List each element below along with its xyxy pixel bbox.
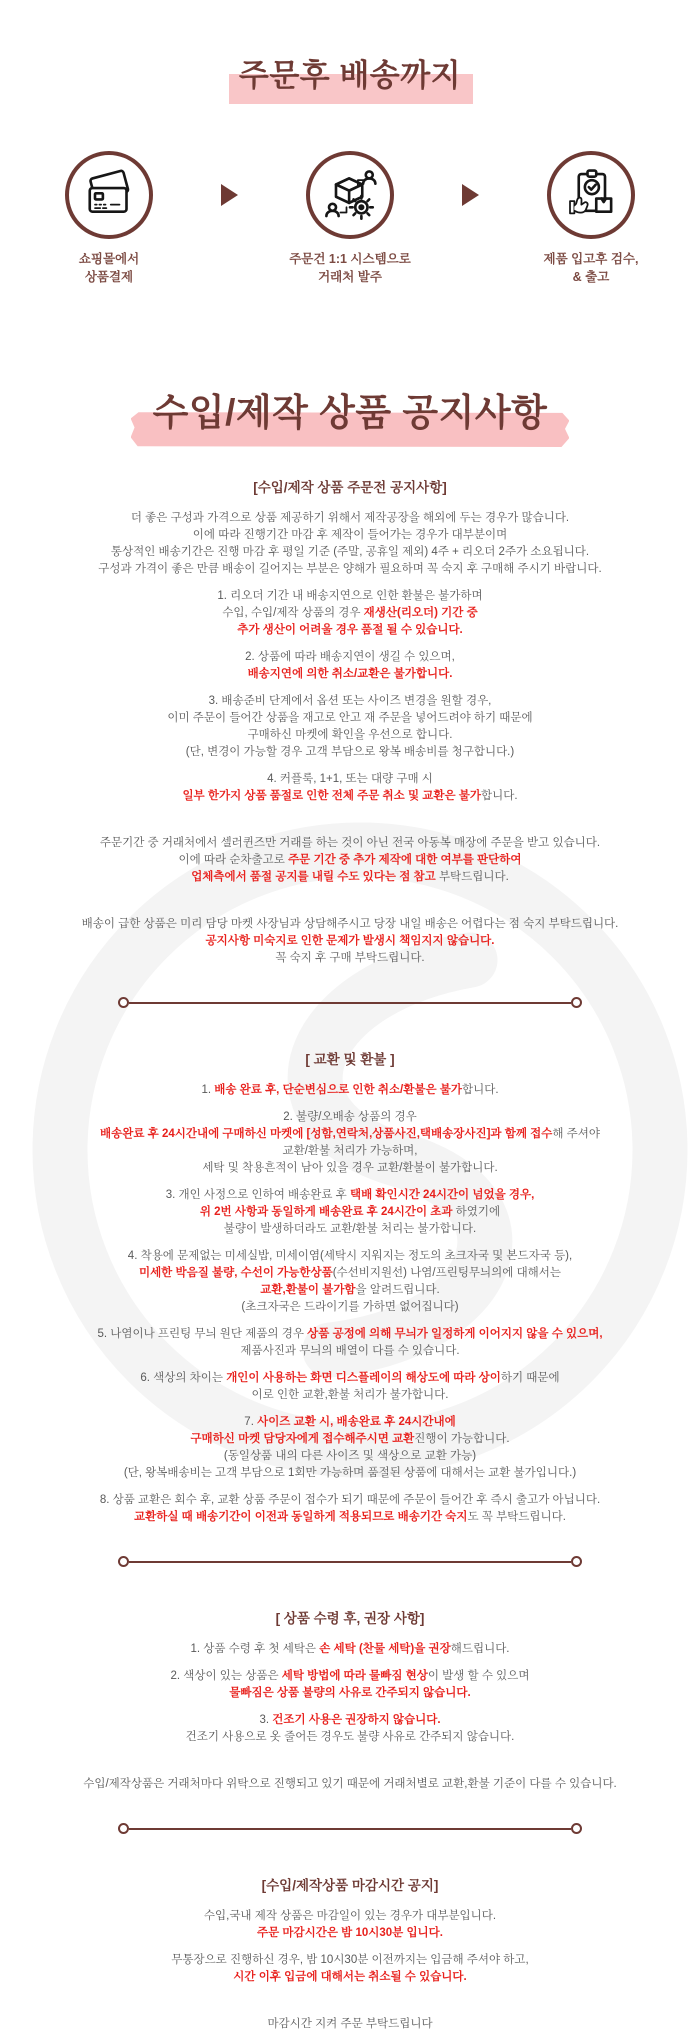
body-text: 해드립니다. [450,1643,510,1655]
step-label-line1: 제품 입고후 검수, [543,252,639,266]
flow-title-wrap [0,0,700,95]
step-label-line2: 상품결제 [84,269,134,284]
body-text: 수입, 수입/제작 상품의 경우 [222,607,364,619]
body-text: (수선비지원선) 나염/프린팅무늬의에 대해서는 [332,1267,562,1279]
notice-line [0,710,700,727]
body-text: 수입,국내 제작 상품은 마감일이 있는 경우가 대부분입니다. [203,1910,497,1922]
body-text: 구매하신 마켓에 확인을 우선으로 합니다. [247,729,453,741]
notice-block [0,1492,700,1526]
step-label-line2: 거래처 발주 [318,269,382,284]
notice-line [0,1952,700,1969]
notice-line [0,835,700,852]
notice-line [0,1187,700,1204]
notice-line [0,1204,700,1221]
notice-line [0,1126,700,1143]
emphasis-text: 미세한 박음질 불량, 수선이 가능한상품 [138,1267,333,1279]
notice-line [0,933,700,950]
emphasis-text: 업체측에서 품절 공지를 내릴 수도 있다는 점 참고 [191,871,439,883]
notice-line [0,666,700,683]
notice-block [0,1952,700,1986]
emphasis-text: 시간 이후 입금에 대해서는 취소될 수 있습니다. [233,1971,467,1983]
notice-line [0,727,700,744]
notice-line [0,1248,700,1265]
notice-block [0,1370,700,1404]
body-text: 2. 불량/오배송 상품의 경우 [283,1111,417,1123]
notice-line [0,1908,700,1925]
notice-line [0,744,700,761]
notice-line [0,1641,700,1658]
notice-line [0,1414,700,1431]
notice-line [0,649,700,666]
body-text: (단, 변경이 가능할 경우 고객 부담으로 왕복 배송비를 청구합니다.) [185,746,515,758]
notice-line [0,1370,700,1387]
body-text: 건조기 사용으로 옷 줄어든 경우도 불량 사유로 간주되지 않습니다. [185,1731,515,1743]
body-text: 합니다. [462,1084,499,1096]
emphasis-text: 물빠짐은 상품 불량의 사유로 간주되지 않습니다. [229,1687,471,1699]
divider-ring-icon [118,1556,129,1567]
notice-line [0,1448,700,1465]
page-title: 주문후 배송까지 [239,50,461,95]
notice-line [0,561,700,578]
body-text: 2. 상품에 따라 배송지연이 생길 수 있으며, [245,651,455,663]
notice-line [0,1969,700,1986]
notice-line [0,1729,700,1746]
divider-line [129,1002,571,1004]
emphasis-text: 주문 마감시간은 밤 10시30분 입니다. [257,1927,443,1939]
notice-line [0,852,700,869]
body-text: 통상적인 배송기간은 진행 마감 후 평일 기준 (주말, 공휴일 제외) 4주 + 리오더 2주가 소요됩니다. [110,546,590,558]
notice-line [0,916,700,933]
notice-section [0,1048,700,1526]
section-divider [118,1556,582,1567]
body-text: 이로 인한 교환,환불 처리가 불가합니다. [251,1389,449,1401]
divider-ring-icon [571,1556,582,1567]
body-text: 불량이 발생하더라도 교환/환불 처리는 불가합니다. [223,1223,477,1235]
body-text: 무통장으로 진행하신 경우, 밤 10시30분 이전까지는 입금해 주셔야 하고, [171,1954,529,1966]
notice-block [0,1187,700,1238]
credit-cards-icon [65,151,153,239]
notice-block [0,835,700,886]
notice-line [0,693,700,710]
emphasis-text: 세탁 방법에 따라 물빠짐 현상 [281,1670,428,1682]
notice-block [0,693,700,761]
notice-line [0,1299,700,1316]
notice-block [0,771,700,805]
notice-block [0,1248,700,1316]
body-text: 수입/제작상품은 거래처마다 위탁으로 진행되고 있기 때문에 거래처별로 교환,환불 기준이 다를 수 있습니다. [83,1778,617,1790]
emphasis-text: 손 세탁 (찬물 세탁)을 권장 [319,1643,451,1655]
body-text: 1. 리오더 기간 내 배송지연으로 인한 환불은 불가하며 [217,590,483,602]
step-label [79,251,139,286]
emphasis-text: 교환,환불이 불가함 [260,1284,356,1296]
body-text: 진행이 가능합니다. [414,1433,510,1445]
notice-line [0,2016,700,2030]
notice-line [0,1509,700,1526]
body-text: 교환/환불 처리가 가능하며, [282,1145,418,1157]
body-text: 4. 착용에 문제없는 미세실밥, 미세이염(세탁시 지워지는 정도의 초크자국 및 본드자국 등), [127,1250,573,1262]
notice-block [0,2016,700,2030]
step-label-line1: 쇼핑몰에서 [78,252,140,266]
body-text: 이에 따라 순차출고로 [178,854,289,866]
arrow-right-icon [462,184,479,206]
body-text: 도 꼭 부탁드립니다. [467,1511,566,1523]
order-flow [0,151,700,286]
body-text: 3. 개인 사정으로 인하여 배송완료 후 [165,1189,350,1201]
body-text: 7. [244,1416,258,1428]
body-text: (동일상품 내의 다른 사이즈 및 색상으로 교환 가능) [223,1450,477,1462]
notice-line [0,950,700,967]
notice-section [0,476,700,967]
emphasis-text: 공지사항 미숙지로 인한 문제가 발생시 책임지지 않습니다. [205,935,495,947]
flow-step-payment [19,151,199,286]
emphasis-text: 개인이 사용하는 화면 디스플레이의 해상도에 따라 상이 [226,1372,501,1384]
flow-step-order-system [260,151,440,286]
body-text: 3. [259,1714,273,1726]
notice-sections [0,476,700,2030]
notice-block [0,1668,700,1702]
order-system-icon [306,151,394,239]
divider-ring-icon [118,1823,129,1834]
section-heading: [ 상품 수령 후, 권장 사항] [275,1611,425,1626]
notice-line [0,1668,700,1685]
body-text: 8. 상품 교환은 회수 후, 교환 상품 주문이 접수가 되기 때문에 주문이 들어간 후 즉시 출고가 아닙니다. [99,1494,601,1506]
notice-line [0,605,700,622]
notice-title-wrap [0,382,700,436]
step-label [544,251,639,286]
body-text: 1. [201,1084,215,1096]
notice-line [0,1282,700,1299]
body-text: 5. 나염이나 프린팅 무늬 원단 제품의 경우 [97,1328,308,1340]
body-text: 해 주셔야 [552,1128,600,1140]
notice-line [0,1776,700,1793]
body-text: 1. 상품 수령 후 첫 세탁은 [190,1643,320,1655]
step-label-line2: & 출고 [572,269,610,284]
notice-line [0,1492,700,1509]
body-text: 더 좋은 구성과 가격으로 상품 제공하기 위해서 제작공장을 해외에 두는 경우가 많습니다. [130,512,570,524]
arrow-right-icon [221,184,238,206]
body-text: 3. 배송준비 단계에서 옵션 또는 사이즈 변경을 원할 경우, [208,695,492,707]
body-text: 4. 커플룩, 1+1, 또는 대량 구매 시 [267,773,433,785]
divider-line [129,1828,571,1830]
notice-section [0,1607,700,1793]
notice-line [0,588,700,605]
body-text: 이 발생 할 수 있으며 [427,1670,530,1682]
body-text: 주문기간 중 거래처에서 셀러퀸즈만 거래를 하는 것이 아닌 전국 아동복 매장에 주문을 받고 있습니다. [99,837,601,849]
section-divider [118,997,582,1008]
notice-block [0,1641,700,1658]
flow-step-inspection [501,151,681,286]
notice-line [0,1431,700,1448]
body-text: 세탁 및 착용흔적이 남아 있을 경우 교환/환불이 불가합니다. [202,1162,498,1174]
emphasis-text: 배송지연에 의한 취소/교환은 불가합니다. [247,668,453,680]
notice-line [0,622,700,639]
step-label-line1: 주문건 1:1 시스템으로 [289,252,411,266]
notice-line [0,1082,700,1099]
notice-line [0,1326,700,1343]
notice-line [0,1712,700,1729]
notice-line [0,527,700,544]
section-heading: [ 교환 및 환불 ] [305,1052,395,1067]
notice-line [0,1143,700,1160]
body-text: 제품사진과 무늬의 배열이 다를 수 있습니다. [240,1345,460,1357]
notice-block [0,1712,700,1746]
emphasis-text: 일부 한가지 상품 품절로 인한 전체 주문 취소 및 교환은 불가 [182,790,482,802]
notice-block [0,510,700,578]
body-text: 배송이 급한 상품은 미리 담당 마켓 사장님과 상담해주시고 당장 내일 배송은 어렵다는 점 숙지 부탁드립니다. [81,918,619,930]
divider-ring-icon [118,997,129,1008]
notice-line [0,1221,700,1238]
notice-line [0,1265,700,1282]
divider-ring-icon [571,997,582,1008]
notice-title: 수입/제작 상품 공지사항 [153,382,548,436]
body-text: (초크자국은 드라이기를 가하면 없어집니다) [241,1301,459,1313]
body-text: (단, 왕복배송비는 고객 부담으로 1회만 가능하며 품절된 상품에 대해서는 교환 불가입니다.) [123,1467,577,1479]
divider-ring-icon [571,1823,582,1834]
notice-line [0,1685,700,1702]
emphasis-text: 택배 확인시간 24시간이 넘었을 경우, [350,1189,535,1201]
body-text: 6. 색상의 차이는 [140,1372,227,1384]
notice-line [0,510,700,527]
notice-block [0,1776,700,1793]
notice-line [0,1387,700,1404]
notice-block [0,1082,700,1099]
section-heading: [수입/제작상품 마감시간 공지] [261,1878,439,1893]
body-text: 이미 주문이 들어간 상품을 재고로 안고 재 주문을 넣어드려야 하기 때문에 [167,712,533,724]
notice-section [0,1874,700,2030]
body-text: 2. 색상이 있는 상품은 [170,1670,282,1682]
divider-line [129,1561,571,1563]
notice-line [0,788,700,805]
notice-block [0,916,700,967]
notice-line [0,771,700,788]
emphasis-text: 배송 완료 후, 단순변심으로 인한 취소/환불은 불가 [214,1084,462,1096]
notice-line [0,1925,700,1942]
body-text: 합니다. [481,790,518,802]
emphasis-text: 추가 생산이 어려울 경우 품절 될 수 있습니다. [237,624,463,636]
body-text: 부탁드립니다. [438,871,509,883]
notice-block [0,1109,700,1177]
emphasis-text: 상품 공정에 의해 무늬가 일정하게 이어지지 않을 수 있으며, [307,1328,603,1340]
emphasis-text: 교환하실 때 배송기간이 이전과 동일하게 적용되므로 배송기간 숙지 [134,1511,468,1523]
body-text: 하기 때문에 [500,1372,560,1384]
notice-line [0,1465,700,1482]
section-divider [118,1823,582,1834]
notice-block [0,1908,700,1942]
emphasis-text: 재생산(리오더) 기간 중 [363,607,478,619]
emphasis-text: 구매하신 마켓 담당자에게 접수해주시면 교환 [190,1433,415,1445]
notice-block [0,649,700,683]
body-text: 구성과 가격이 좋은 만큼 배송이 길어지는 부분은 양해가 필요하며 꼭 숙지 후 구매해 주시기 바랍니다. [98,563,602,575]
notice-block [0,1326,700,1360]
notice-block [0,588,700,639]
body-text: 이에 따라 진행기간 마감 후 제작이 들어가는 경우가 대부분이며 [192,529,508,541]
notice-line [0,869,700,886]
notice-line [0,1343,700,1360]
notice-block [0,1414,700,1482]
step-label [289,251,411,286]
notice-line [0,1160,700,1177]
notice-line [0,1109,700,1126]
emphasis-text: 위 2번 사항과 동일하게 배송완료 후 24시간이 초과 [199,1206,453,1218]
body-text: 하였기에 [452,1206,501,1218]
section-heading: [수입/제작 상품 주문전 공지사항] [253,480,447,495]
body-text: 꼭 숙지 후 구매 부탁드립니다. [275,952,425,964]
notice-line [0,544,700,561]
emphasis-text: 배송완료 후 24시간내에 구매하신 마켓에 [성함,연락처,상품사진,택배송장사진]과 함께 접수 [100,1128,553,1140]
body-text: 을 알려드립니다. [355,1284,440,1296]
emphasis-text: 사이즈 교환 시, 배송완료 후 24시간내에 [257,1416,456,1428]
inspection-shipping-icon [547,151,635,239]
emphasis-text: 주문 기간 중 추가 제작에 대한 여부를 판단하여 [288,854,522,866]
body-text: 마감시간 지켜 주문 부탁드립니다 [267,2018,433,2030]
emphasis-text: 건조기 사용은 권장하지 않습니다. [272,1714,441,1726]
